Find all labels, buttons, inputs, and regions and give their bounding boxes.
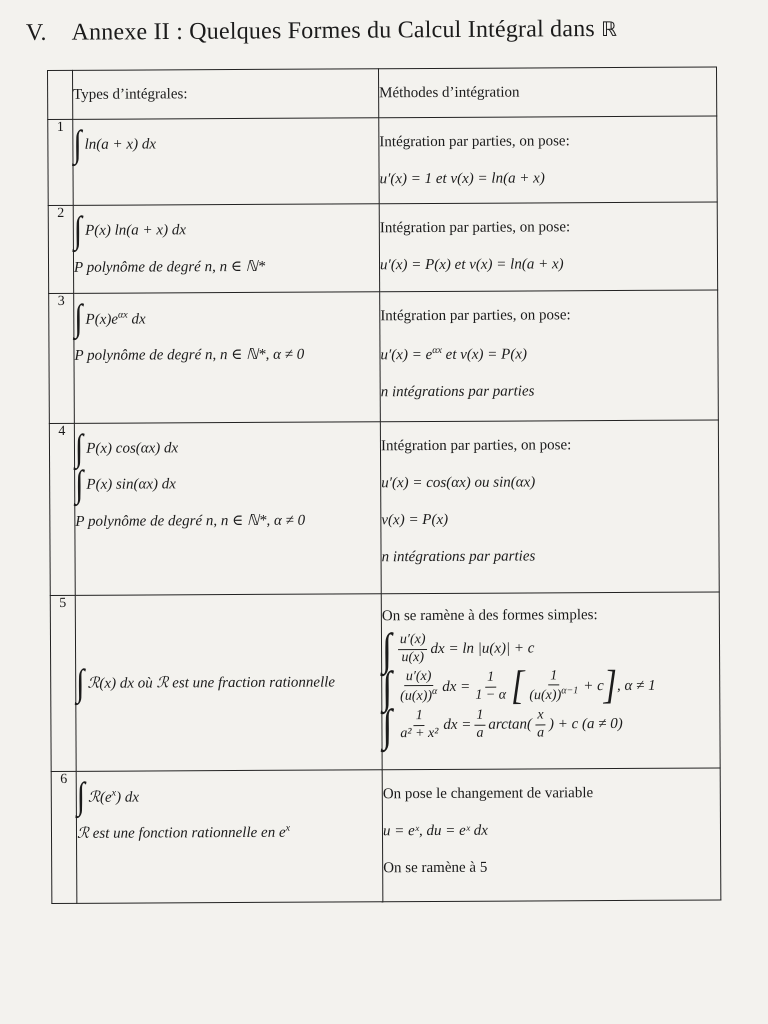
method-formula: u = eˣ, du = eˣ dx [382,822,488,840]
integral-condition: ℛ est une fonction rationnelle en $e^x$ [76,822,291,842]
integral-type-cell [73,118,379,206]
integral-sign-icon: ∫ [73,123,82,165]
table-row [48,116,717,206]
method-formula-v: v(x) = P(x) [381,511,449,529]
method-formula: $u'(x) = e^{\alpha x}$ et v(x) = P(x) [380,344,528,364]
fraction: $\frac{1}{1 - \alpha}$ [475,670,507,703]
section-number: V. [25,19,47,46]
integral-expression-cos: P(x) cos(αx) dx [86,439,179,457]
integral-expression: $ℛ(e^x)$ dx [87,787,140,806]
table-row [51,768,721,904]
row-index: 4 [49,423,75,595]
fraction: $\frac{u'(x)}{(u(x))^\alpha}$ [400,669,438,704]
integral-condition: P polynôme de degré n, n ∈ ℕ*, α ≠ 0 [74,346,305,364]
integral-sign-icon: ∫ [73,209,83,251]
integral-sign-icon: ∫ [382,662,393,713]
header-methods-cell [378,67,716,118]
method-cell [379,116,717,204]
formula-arctan: ∫ $\frac{1}{\text{a² + x²}}$ dx = $\frac{1}{a}$ arctan( $\frac{x}{a}$ ) + c (a ≠ 0) [382,700,623,751]
integral-expression: ℛ(x) dx où ℛ est une fraction rationnelle [87,674,336,692]
integral-type-cell [73,204,379,294]
method-note: n intégrations par parties [381,548,536,566]
real-numbers-symbol: ℝ [601,16,618,41]
integral-sign-icon: ∫ [74,427,84,469]
method-cell [380,290,719,422]
method-formula: u′(x) = P(x) et v(x) = ln(a + x) [379,256,564,274]
integral-sign-icon: ∫ [75,463,84,505]
table-row [48,202,717,294]
integral-type-cell [75,594,382,772]
integral-condition: P polynôme de degré n, n ∈ ℕ*, α ≠ 0 [75,512,306,530]
table-row [49,290,719,424]
table-row [50,592,720,772]
row-index: 5 [50,595,76,771]
header-index-cell [48,70,73,119]
integral-sign-icon: ∫ [381,624,393,675]
method-intro: Intégration par parties, on pose: [379,219,571,237]
integral-sign-icon: ∫ [74,297,83,339]
method-intro: Intégration par parties, on pose: [380,437,572,455]
method-note: On se ramène à 5 [383,859,488,877]
method-intro: On se ramène à des formes simples: [381,607,598,625]
method-formula-u: u′(x) = cos(αx) ou sin(αx) [381,474,536,492]
row-index: 1 [48,119,73,205]
fraction: $\frac{x}{a}$ [537,707,545,740]
method-cell [379,202,717,292]
table-header-row [48,67,717,120]
integral-sign-icon: ∫ [382,700,393,751]
method-formula: u′(x) = 1 et v(x) = ln(a + x) [379,170,545,188]
row-index: 6 [51,771,77,903]
left-bracket-icon: [ [510,663,525,709]
integral-sign-icon: ∫ [76,775,86,817]
integral-expression: $P(x)e^{\alpha x}$ dx [85,309,146,328]
method-intro: On pose le changement de variable [382,785,594,803]
fraction: $\frac{u'(x)}{u(x)}$ [398,632,428,665]
header-types-cell [73,69,379,120]
method-intro: Intégration par parties, on pose: [379,133,570,151]
table-row [49,420,719,596]
method-cell [381,592,720,770]
fraction: $\frac{1}{a}$ [476,708,484,741]
method-intro: Intégration par parties, on pose: [380,307,571,325]
method-cell [382,768,721,902]
integral-type-cell [76,770,383,904]
integration-forms-table [47,66,721,903]
header-methods: Méthodes d’intégration [379,84,520,101]
fraction: $\frac{1}{(u(x))^{\alpha-1}}$ [529,668,579,704]
method-note: n intégrations par parties [380,383,535,401]
integral-expression: ln(a + x) dx [84,135,157,153]
row-index: 2 [48,205,73,293]
row-index: 3 [49,293,75,423]
integral-type-cell [74,422,381,596]
fraction: $\frac{1}{\text{a² + x²}}$ [400,708,439,741]
formula-power: ∫ $\frac{u'(x)}{(u(x))^\alpha}$ dx = $\frac{1}{1 - \alpha}$ [ $\frac{1}{(u(x))^{\alpha-1}}$ + c ] , α ≠ 1 [382,662,656,713]
integral-expression: P(x) ln(a + x) dx [85,221,187,239]
header-types: Types d’intégrales: [73,85,188,103]
integral-type-cell [74,292,381,424]
method-cell [380,420,719,594]
integral-expression-sin: P(x) sin(αx) dx [86,475,176,493]
formula-log-derivative: ∫ $\frac{u'(x)}{u(x)}$ dx = ln |u(x)| + c [381,624,535,675]
title-text: Annexe II : Quelques Formes du Calcul Intégral dans [71,16,596,46]
integral-condition: P polynôme de degré n, n ∈ ℕ* [73,258,266,276]
right-bracket-icon: ] [603,663,618,708]
page-title [26,15,756,47]
integral-sign-icon: ∫ [76,662,85,704]
